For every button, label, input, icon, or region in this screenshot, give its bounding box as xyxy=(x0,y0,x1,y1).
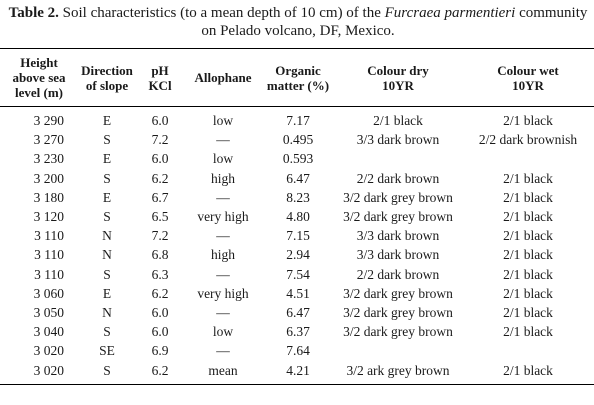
cell-ph: 6.7 xyxy=(151,189,169,205)
header-line: Direction xyxy=(81,62,133,78)
cell-colour-dry: 3/2 dark grey brown xyxy=(343,209,453,225)
header-colour-wet xyxy=(462,49,594,107)
cell-colour-wet: 2/1 black xyxy=(503,113,553,128)
cell-colour-dry: 3/2 dark grey brown xyxy=(343,285,453,301)
cell-allophane: very high xyxy=(197,285,249,301)
table-row xyxy=(0,188,594,207)
cell-allophane: mean xyxy=(184,361,262,385)
cell-ph: 6.0 xyxy=(151,113,169,128)
cell-direction: E xyxy=(102,285,112,301)
header-line: level (m) xyxy=(14,85,63,100)
cell-organic: 7.54 xyxy=(286,266,310,282)
table-row xyxy=(0,284,594,303)
cell-direction: S xyxy=(103,324,111,340)
cell-allophane: high xyxy=(210,247,235,263)
cell-colour-dry: 2/2 dark brown xyxy=(356,266,440,282)
cell-ph: 6.0 xyxy=(151,305,169,321)
species-name: Furcraea parmentieri xyxy=(384,5,516,21)
table-row xyxy=(0,322,594,341)
cell-ph: 6.3 xyxy=(151,266,169,282)
cell-colour-wet: 2/1 black xyxy=(503,209,553,225)
cell-height: 3 110 xyxy=(34,247,64,263)
cell-colour-dry xyxy=(334,149,462,168)
cell-colour-dry: 3/2 dark grey brown xyxy=(343,189,453,205)
cell-allophane: — xyxy=(216,266,230,282)
table-row xyxy=(0,341,594,360)
cell-colour-dry: 3/2 dark grey brown xyxy=(343,305,453,321)
header-line: of slope xyxy=(85,77,129,93)
cell-ph: 7.2 xyxy=(151,228,169,244)
cell-allophane: — xyxy=(216,343,230,359)
header-line: pH xyxy=(151,62,169,78)
cell-organic: 6.47 xyxy=(286,170,310,186)
cell-allophane: — xyxy=(216,132,230,148)
table-row xyxy=(0,361,594,385)
cell-organic: 7.64 xyxy=(286,343,310,359)
cell-direction: E xyxy=(102,113,112,128)
cell-colour-wet: 2/1 black xyxy=(503,228,553,244)
header-line: Colour dry xyxy=(367,62,429,78)
caption-text-end: community on Pelado volcano, DF, Mexico. xyxy=(201,5,588,39)
cell-height: 3 290 xyxy=(33,113,64,128)
cell-height: 3 230 xyxy=(33,151,64,167)
cell-allophane: low xyxy=(212,324,234,340)
cell-ph: 6.5 xyxy=(151,209,169,225)
cell-direction: N xyxy=(102,247,112,263)
cell-colour-dry xyxy=(334,341,462,360)
table-row xyxy=(0,245,594,264)
header-line: Organic xyxy=(275,62,321,78)
cell-colour-wet: 2/2 dark brownish xyxy=(478,132,578,148)
header-height xyxy=(0,49,78,107)
cell-allophane: — xyxy=(216,305,230,321)
cell-colour-wet: 2/1 black xyxy=(503,324,553,340)
cell-organic: 7.15 xyxy=(286,228,310,244)
header-row xyxy=(0,49,594,107)
cell-ph: 6.2 xyxy=(136,361,184,385)
header-direction xyxy=(78,49,136,107)
cell-allophane: very high xyxy=(197,209,249,225)
cell-colour-wet: 2/1 black xyxy=(503,285,553,301)
cell-height: 3 020 xyxy=(33,343,64,359)
cell-organic: 4.21 xyxy=(262,361,334,385)
header-line: KCl xyxy=(148,77,172,93)
cell-organic: 0.495 xyxy=(282,132,314,148)
header-line: matter (%) xyxy=(266,77,330,93)
cell-organic: 4.51 xyxy=(286,285,310,301)
cell-organic: 7.17 xyxy=(286,113,310,128)
cell-ph: 6.0 xyxy=(151,324,169,340)
cell-height: 3 200 xyxy=(33,170,64,186)
cell-colour-dry: 2/1 black xyxy=(373,113,423,128)
cell-colour-wet: 2/1 black xyxy=(503,247,553,263)
cell-colour-wet: 2/1 black xyxy=(503,189,553,205)
cell-height: 3 110 xyxy=(34,266,64,282)
cell-organic: 0.593 xyxy=(282,151,314,167)
header-ph xyxy=(136,49,184,107)
cell-direction: N xyxy=(102,228,112,244)
cell-colour-dry: 3/3 dark brown xyxy=(356,228,440,244)
cell-direction: S xyxy=(103,170,111,186)
header-line: 10YR xyxy=(382,77,414,93)
cell-colour-wet xyxy=(462,149,594,168)
cell-organic: 6.47 xyxy=(286,305,310,321)
cell-organic: 4.80 xyxy=(286,209,310,225)
cell-colour-wet xyxy=(462,341,594,360)
table-row xyxy=(0,226,594,245)
cell-allophane: high xyxy=(210,170,235,186)
header-line: 10YR xyxy=(512,77,544,93)
table-row xyxy=(0,149,594,168)
cell-allophane: low xyxy=(212,151,234,167)
cell-height: 3 050 xyxy=(33,305,64,321)
cell-allophane: — xyxy=(216,228,230,244)
cell-colour-wet: 2/1 black xyxy=(503,170,553,186)
cell-colour-dry: 3/3 dark brown xyxy=(356,132,440,148)
cell-height: 3 060 xyxy=(33,285,64,301)
table-row xyxy=(0,207,594,226)
cell-direction: N xyxy=(102,305,112,321)
cell-colour-wet: 2/1 black xyxy=(503,266,553,282)
cell-direction: E xyxy=(102,151,112,167)
table-row xyxy=(0,130,594,149)
cell-colour-dry: 3/2 dark grey brown xyxy=(343,324,453,340)
header-line: Height xyxy=(20,55,58,70)
header-line: Allophane xyxy=(194,70,252,85)
cell-colour-wet: 2/1 black xyxy=(462,361,594,385)
cell-allophane: low xyxy=(212,113,234,128)
caption-text: Soil characteristics (to a mean depth of 10 cm) of the xyxy=(58,5,385,21)
cell-colour-dry: 3/2 ark grey brown xyxy=(334,361,462,385)
cell-organic: 8.23 xyxy=(286,189,310,205)
cell-colour-dry: 3/3 dark brown xyxy=(356,247,440,263)
cell-ph: 6.8 xyxy=(151,247,169,263)
cell-height: 3 120 xyxy=(33,209,64,225)
soil-table xyxy=(0,48,594,385)
header-allophane xyxy=(184,49,262,107)
cell-direction: E xyxy=(102,189,112,205)
cell-ph: 6.2 xyxy=(151,285,169,301)
header-colour-dry xyxy=(334,49,462,107)
table-row xyxy=(0,169,594,188)
header-line: Colour wet xyxy=(497,62,559,78)
header-organic-matter xyxy=(262,49,334,107)
cell-height: 3 270 xyxy=(33,132,64,148)
cell-height: 3 020 xyxy=(0,361,78,385)
cell-direction: S xyxy=(78,361,136,385)
cell-allophane: — xyxy=(216,189,230,205)
header-line: above sea xyxy=(12,70,66,85)
cell-direction: SE xyxy=(99,343,115,359)
cell-colour-wet: 2/1 black xyxy=(503,305,553,321)
cell-ph: 6.2 xyxy=(151,170,169,186)
cell-height: 3 180 xyxy=(33,189,64,205)
cell-height: 3 110 xyxy=(34,228,64,244)
cell-ph: 6.0 xyxy=(151,151,169,167)
cell-height: 3 040 xyxy=(33,324,64,340)
table-number: Table 2. xyxy=(8,5,59,21)
cell-ph: 7.2 xyxy=(151,132,169,148)
cell-organic: 2.94 xyxy=(286,247,310,263)
cell-direction: S xyxy=(103,209,111,225)
cell-direction: S xyxy=(103,132,111,148)
table-row xyxy=(0,107,594,131)
cell-direction: S xyxy=(103,266,111,282)
cell-ph: 6.9 xyxy=(151,343,169,359)
cell-colour-dry: 2/2 dark brown xyxy=(356,170,440,186)
table-row xyxy=(0,303,594,322)
table-caption xyxy=(6,4,590,40)
cell-organic: 6.37 xyxy=(286,324,310,340)
table-row xyxy=(0,265,594,284)
